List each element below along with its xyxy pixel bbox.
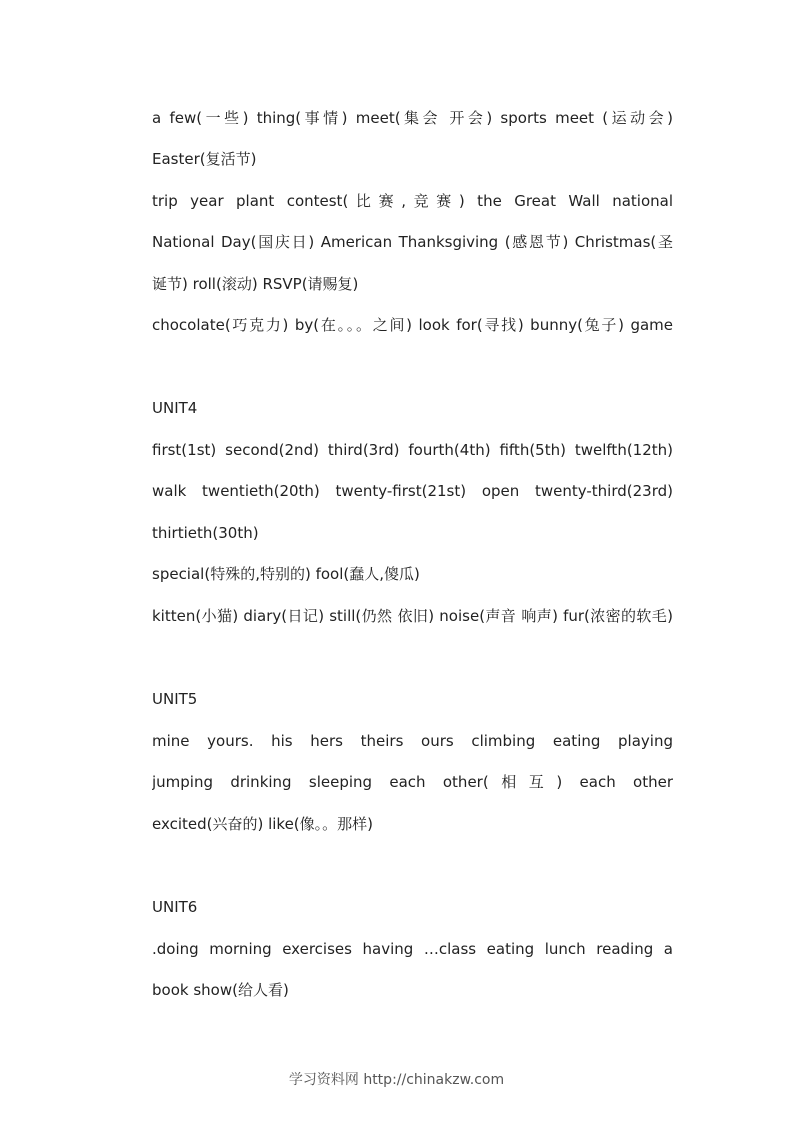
vocab-line: jumping drinking sleeping each other(相互) each other [152, 773, 673, 791]
vocab-line: thirtieth(30th) [152, 524, 259, 542]
vocab-line: chocolate(巧克力) by(在。。。之间) look for(寻找) bunny(兔子) game [152, 316, 673, 334]
footer-source-link[interactable]: 学习资料网 http://chinakzw.com [288, 1072, 505, 1088]
vocab-line: special(特殊的,特别的) fool(蠢人,傻瓜) [152, 565, 420, 583]
vocab-line: Easter(复活节) [152, 150, 257, 168]
vocab-line: book show(给人看) [152, 981, 289, 999]
vocab-line: National Day(国庆日) American Thanksgiving (感恩节) Christmas(圣 [152, 233, 673, 251]
vocab-line: a few(一些) thing(事情) meet(集会 开会) sports meet (运动会) [152, 109, 673, 127]
unit6-heading: UNIT6 [152, 898, 198, 916]
vocab-line: 诞节) roll(滚动) RSVP(请赐复) [152, 275, 359, 293]
vocab-line: walk twentieth(20th) twenty-first(21st) open twenty-third(23rd) [152, 482, 673, 500]
vocab-line: mine yours. his hers theirs ours climbing eating playing [152, 732, 673, 750]
vocab-line: excited(兴奋的) like(像。。那样) [152, 815, 374, 833]
unit5-heading: UNIT5 [152, 690, 198, 708]
vocab-line: first(1st) second(2nd) third(3rd) fourth(4th) fifth(5th) twelfth(12th) [152, 441, 673, 459]
vocab-line: .doing morning exercises having …class eating lunch reading a [152, 940, 673, 958]
unit4-heading: UNIT4 [152, 399, 198, 417]
vocab-line: kitten(小猫) diary(日记) still(仍然 依旧) noise(声音 响声) fur(浓密的软毛) [152, 607, 673, 625]
vocab-line: trip year plant contest(比赛,竞赛) the Great Wall national [152, 192, 673, 210]
